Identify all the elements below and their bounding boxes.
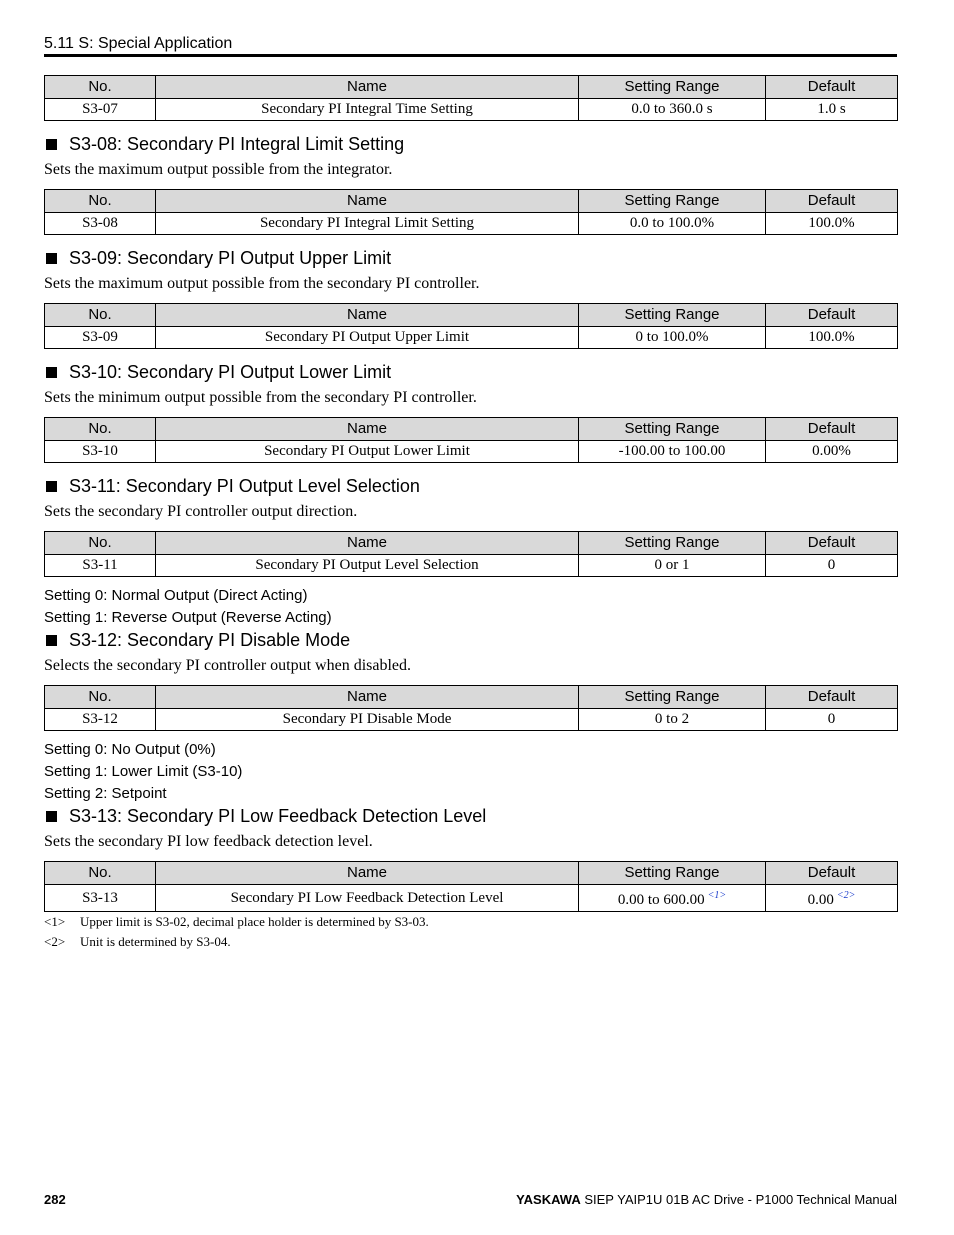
setting-option: Setting 0: Normal Output (Direct Acting) [44, 587, 308, 604]
default-value: 0.00 [807, 892, 834, 908]
cell-no: S3-07 [45, 99, 156, 121]
cell-no: S3-10 [45, 441, 156, 463]
section-heading-s3-12 [44, 629, 897, 651]
col-no: No. [45, 532, 156, 555]
col-name: Name [156, 304, 579, 327]
cell-name: Secondary PI Disable Mode [156, 709, 579, 731]
col-no: No. [45, 190, 156, 213]
col-no: No. [45, 418, 156, 441]
cell-range: 0 to 2 [579, 709, 766, 731]
square-bullet-icon [46, 139, 57, 150]
cell-no: S3-09 [45, 327, 156, 349]
section-description: Sets the maximum output possible from the integrator. [44, 161, 393, 178]
square-bullet-icon [46, 253, 57, 264]
param-table-s3-08 [44, 189, 897, 235]
cell-name: Secondary PI Output Lower Limit [156, 441, 579, 463]
cell-default: 0 [766, 709, 898, 731]
section-heading-s3-13 [44, 805, 897, 827]
brand-name: YASKAWA [516, 1192, 581, 1207]
heading-text: S3-13: Secondary PI Low Feedback Detection Level [69, 806, 487, 826]
section-header [44, 35, 897, 57]
section-heading-s3-08 [44, 133, 897, 155]
cell-no: S3-08 [45, 213, 156, 235]
cell-default: 100.0% [766, 213, 898, 235]
param-table-s3-07 [44, 75, 897, 121]
table-header-row [45, 686, 898, 709]
col-range: Setting Range [579, 190, 766, 213]
col-no: No. [45, 686, 156, 709]
section-heading-s3-10 [44, 361, 897, 383]
param-table-s3-09 [44, 303, 897, 349]
col-default: Default [766, 862, 898, 885]
heading-text: S3-11: Secondary PI Output Level Selection [69, 476, 420, 496]
section-description: Sets the maximum output possible from the secondary PI controller. [44, 275, 480, 292]
square-bullet-icon [46, 481, 57, 492]
footnote-text: Unit is determined by S3-04. [80, 934, 231, 949]
heading-text: S3-12: Secondary PI Disable Mode [69, 630, 351, 650]
square-bullet-icon [46, 811, 57, 822]
section-heading-s3-11 [44, 475, 897, 497]
manual-title: SIEP YAIP1U 01B AC Drive - P1000 Technical Manual [584, 1192, 897, 1207]
footnote [44, 933, 897, 951]
col-range: Setting Range [579, 76, 766, 99]
col-range: Setting Range [579, 418, 766, 441]
footnote-link-1[interactable]: <1> [707, 890, 727, 901]
cell-name: Secondary PI Integral Limit Setting [156, 213, 579, 235]
table-row [45, 327, 898, 349]
heading-text: S3-08: Secondary PI Integral Limit Setting [69, 134, 405, 154]
table-header-row [45, 76, 898, 99]
cell-default: 100.0% [766, 327, 898, 349]
col-name: Name [156, 686, 579, 709]
table-row [45, 555, 898, 577]
cell-name: Secondary PI Output Upper Limit [156, 327, 579, 349]
col-name: Name [156, 190, 579, 213]
col-range: Setting Range [579, 304, 766, 327]
col-name: Name [156, 862, 579, 885]
cell-no: S3-12 [45, 709, 156, 731]
table-row [45, 709, 898, 731]
table-row [45, 885, 898, 912]
page-number: 282 [44, 1192, 66, 1207]
table-header-row [45, 304, 898, 327]
col-range: Setting Range [579, 532, 766, 555]
cell-range: -100.00 to 100.00 [579, 441, 766, 463]
col-no: No. [45, 862, 156, 885]
footnote-tag: <1> [44, 914, 66, 929]
footnote-tag: <2> [44, 934, 66, 949]
cell-range: 0 or 1 [579, 555, 766, 577]
col-default: Default [766, 190, 898, 213]
square-bullet-icon [46, 635, 57, 646]
manual-footer [516, 1192, 897, 1207]
table-row [45, 99, 898, 121]
col-name: Name [156, 76, 579, 99]
heading-text: S3-10: Secondary PI Output Lower Limit [69, 362, 392, 382]
col-default: Default [766, 418, 898, 441]
cell-name: Secondary PI Output Level Selection [156, 555, 579, 577]
heading-text: S3-09: Secondary PI Output Upper Limit [69, 248, 392, 268]
param-table-s3-11 [44, 531, 897, 577]
col-no: No. [45, 304, 156, 327]
col-range: Setting Range [579, 862, 766, 885]
cell-range: 0.0 to 100.0% [579, 213, 766, 235]
table-header-row [45, 862, 898, 885]
table-row [45, 213, 898, 235]
table-header-row [45, 532, 898, 555]
col-name: Name [156, 532, 579, 555]
section-description: Sets the minimum output possible from the secondary PI controller. [44, 389, 477, 406]
cell-default: 0.00% [766, 441, 898, 463]
cell-default [766, 885, 898, 912]
param-table-s3-10 [44, 417, 897, 463]
setting-option: Setting 1: Lower Limit (S3-10) [44, 763, 243, 780]
param-table-s3-13 [44, 861, 897, 912]
setting-option: Setting 0: No Output (0%) [44, 741, 216, 758]
cell-range: 0 to 100.0% [579, 327, 766, 349]
setting-option: Setting 1: Reverse Output (Reverse Acting) [44, 609, 332, 626]
section-description: Selects the secondary PI controller output when disabled. [44, 657, 412, 674]
col-name: Name [156, 418, 579, 441]
col-no: No. [45, 76, 156, 99]
col-default: Default [766, 304, 898, 327]
cell-default: 1.0 s [766, 99, 898, 121]
section-heading-s3-09 [44, 247, 897, 269]
range-value: 0.00 to 600.00 [617, 892, 705, 908]
section-title: 5.11 S: Special Application [44, 35, 233, 52]
col-default: Default [766, 532, 898, 555]
table-header-row [45, 190, 898, 213]
cell-range [579, 885, 766, 912]
section-description: Sets the secondary PI low feedback detection level. [44, 833, 373, 850]
col-default: Default [766, 76, 898, 99]
cell-no: S3-11 [45, 555, 156, 577]
col-range: Setting Range [579, 686, 766, 709]
cell-default: 0 [766, 555, 898, 577]
cell-range: 0.0 to 360.0 s [579, 99, 766, 121]
table-header-row [45, 418, 898, 441]
table-row [45, 441, 898, 463]
setting-option: Setting 2: Setpoint [44, 785, 167, 802]
footnote-link-2[interactable]: <2> [836, 890, 856, 901]
square-bullet-icon [46, 367, 57, 378]
cell-name: Secondary PI Low Feedback Detection Level [156, 885, 579, 912]
col-default: Default [766, 686, 898, 709]
footnote [44, 913, 897, 931]
footnote-text: Upper limit is S3-02, decimal place holder is determined by S3-03. [80, 914, 429, 929]
cell-no: S3-13 [45, 885, 156, 912]
cell-name: Secondary PI Integral Time Setting [156, 99, 579, 121]
section-description: Sets the secondary PI controller output direction. [44, 503, 358, 520]
param-table-s3-12 [44, 685, 897, 731]
